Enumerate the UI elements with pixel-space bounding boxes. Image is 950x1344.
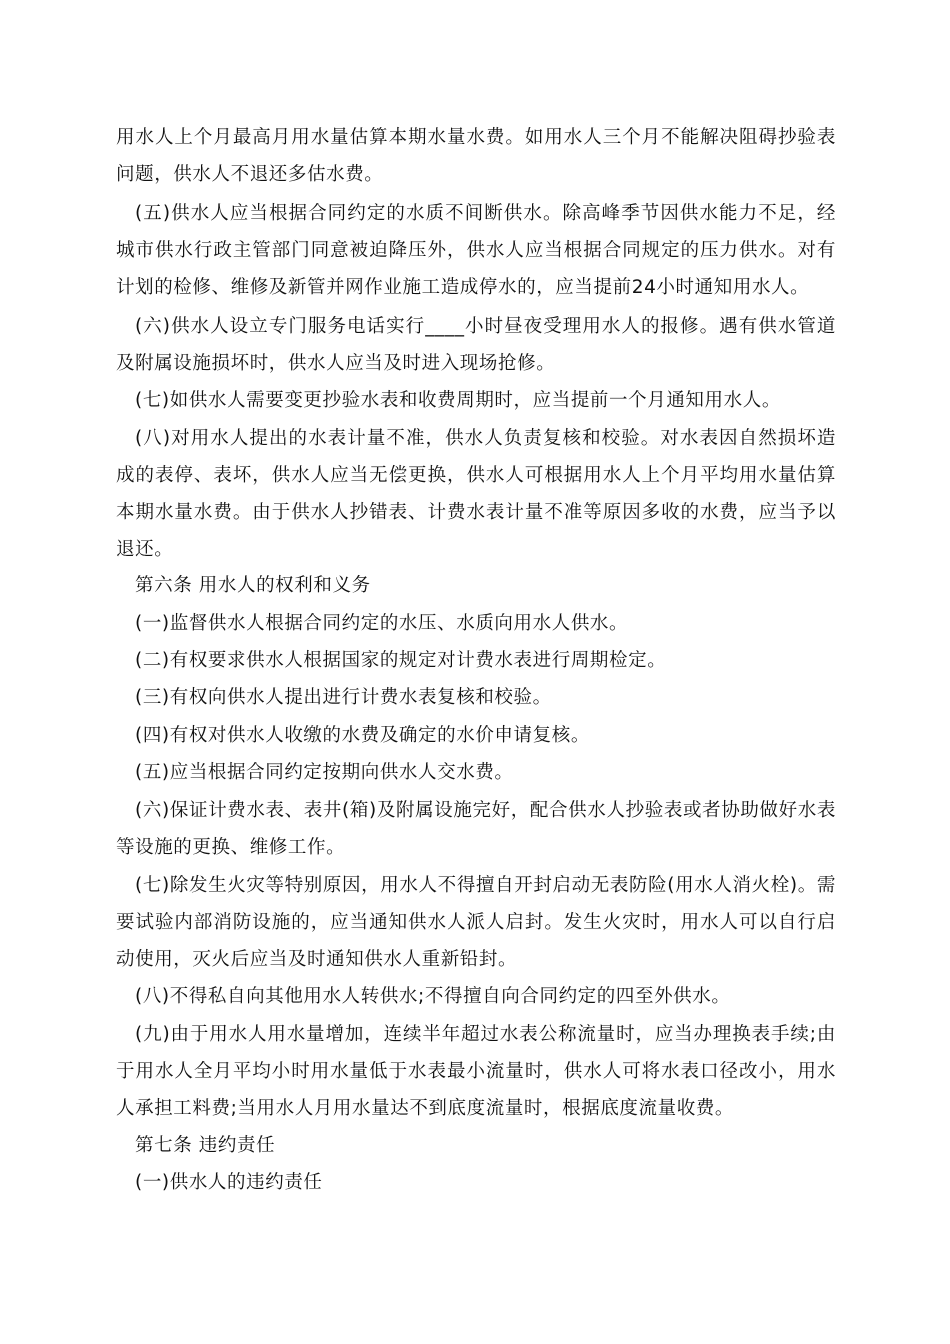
- paragraph-user-clause-6: (六)保证计费水表、表井(箱)及附属设施完好，配合供水人抄验表或者协助做好水表等设施的更换、维修工作。: [116, 800, 836, 858]
- paragraph-supplier-clause-8: (八)对用水人提出的水表计量不准，供水人负责复核和校验。对水表因自然损坏造成的表停、表坏，供水人应当无偿更换，供水人可根据用水人上个月平均用水量估算本期水量水费。由于供水人抄错表、计费水表计量不准等原因多收的水费，应当予以退还。: [116, 428, 836, 560]
- article-6-heading: 第六条 用水人的权利和义务: [135, 575, 371, 596]
- paragraph-user-clause-7: (七)除发生火灾等特别原因，用水人不得擅自开封启动无表防险(用水人消火栓)。需要试验内部消防设施的，应当通知供水人派人启封。发生火灾时，用水人可以自行启动使用，灭火后应当及时通知供水人重新铅封。: [116, 875, 836, 970]
- paragraph-user-clause-5: (五)应当根据合同约定按期向供水人交水费。: [135, 762, 514, 783]
- paragraph-supplier-clause-7: (七)如供水人需要变更抄验水表和收费周期时，应当提前一个月通知用水人。: [135, 390, 781, 411]
- paragraph-user-clause-2: (二)有权要求供水人根据国家的规定对计费水表进行周期检定。: [135, 650, 667, 671]
- paragraph-user-clause-3: (三)有权向供水人提出进行计费水表复核和校验。: [135, 687, 552, 708]
- paragraph-user-clause-9: (九)由于用水人用水量增加，连续半年超过水表公称流量时，应当办理换表手续;由于用水人全月平均小时用水量低于水表最小流量时，供水人可将水表口径改小，用水人承担工料费;当用水人月用水量达不到底度流量时，根据底度流量收费。: [116, 1024, 836, 1119]
- paragraph-user-clause-1: (一)监督供水人根据合同约定的水压、水质向用水人供水。: [135, 613, 629, 634]
- paragraph-supplier-clause-6: (六)供水人设立专门服务电话实行____小时昼夜受理用水人的报修。遇有供水管道及附属设施损坏时，供水人应当及时进入现场抢修。: [116, 316, 836, 374]
- paragraph-supplier-clause-5: (五)供水人应当根据合同约定的水质不间断供水。除高峰季节因供水能力不足，经城市供水行政主管部门同意被迫降压外，供水人应当根据合同规定的压力供水。对有计划的检修、维修及新管并网作业施工造成停水的，应当提前24小时通知用水人。: [116, 203, 836, 298]
- paragraph-user-clause-8: (八)不得私自向其他用水人转供水;不得擅自向合同约定的四至外供水。: [135, 986, 731, 1007]
- paragraph-user-clause-4: (四)有权对供水人收缴的水费及确定的水价申请复核。: [135, 725, 590, 746]
- paragraph-continued: 用水人上个月最高月用水量估算本期水量水费。如用水人三个月不能解决阻碍抄验表问题，供水人不退还多估水费。: [116, 127, 836, 185]
- article-7-heading: 第七条 违约责任: [135, 1135, 276, 1156]
- paragraph-breach-clause-1: (一)供水人的违约责任: [135, 1172, 323, 1193]
